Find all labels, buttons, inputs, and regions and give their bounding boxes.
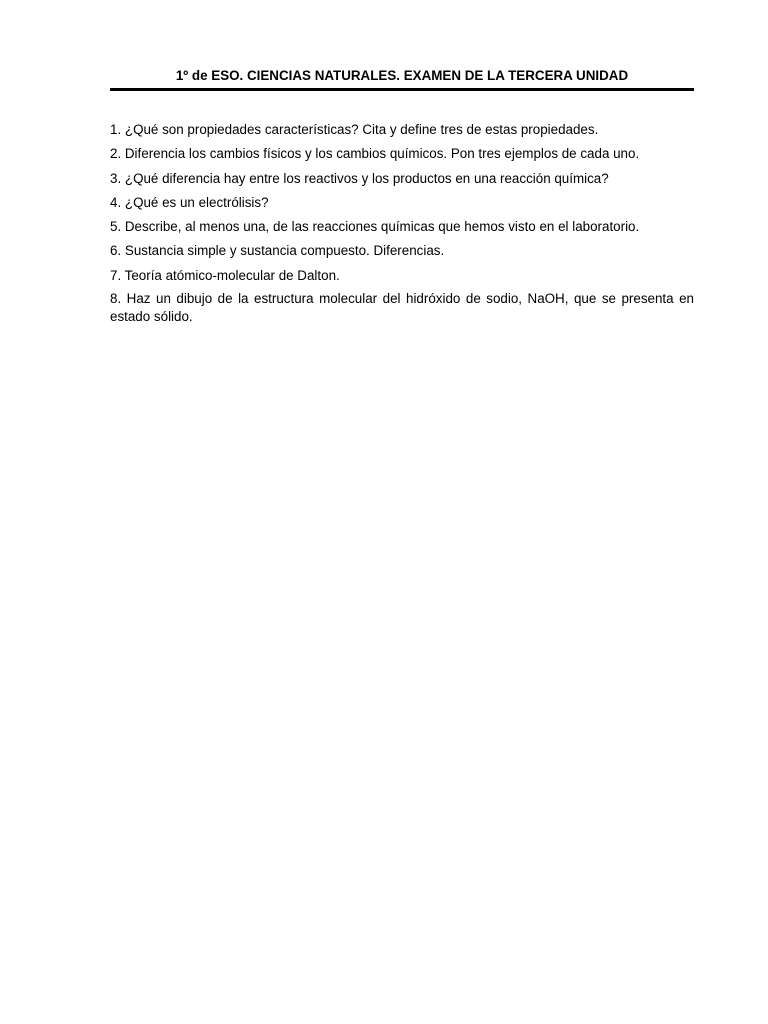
question-4: 4. ¿Qué es un electrólisis? xyxy=(110,194,269,210)
question-list xyxy=(110,121,694,332)
question-3: 3. ¿Qué diferencia hay entre los reactivos y los productos en una reacción química? xyxy=(110,170,609,186)
question-7: 7. Teoría atómico-molecular de Dalton. xyxy=(110,267,340,283)
exam-title: 1º de ESO. CIENCIAS NATURALES. EXAMEN DE LA TERCERA UNIDAD xyxy=(175,68,629,83)
question-5: 5. Describe, al menos una, de las reacciones químicas que hemos visto en el laboratorio. xyxy=(110,219,640,235)
question-8: 8. Haz un dibujo de la estructura molecular del hidróxido de sodio, NaOH, que se presenta en estado sólido. xyxy=(110,290,694,324)
question-6: 6. Sustancia simple y sustancia compuesto. Diferencias. xyxy=(110,243,445,259)
question-2: 2. Diferencia los cambios físicos y los cambios químicos. Pon tres ejemplos de cada uno. xyxy=(110,146,640,162)
title-underline xyxy=(110,88,694,91)
exam-header xyxy=(110,68,694,91)
question-1: 1. ¿Qué son propiedades características? Cita y define tres de estas propiedades. xyxy=(110,122,599,137)
